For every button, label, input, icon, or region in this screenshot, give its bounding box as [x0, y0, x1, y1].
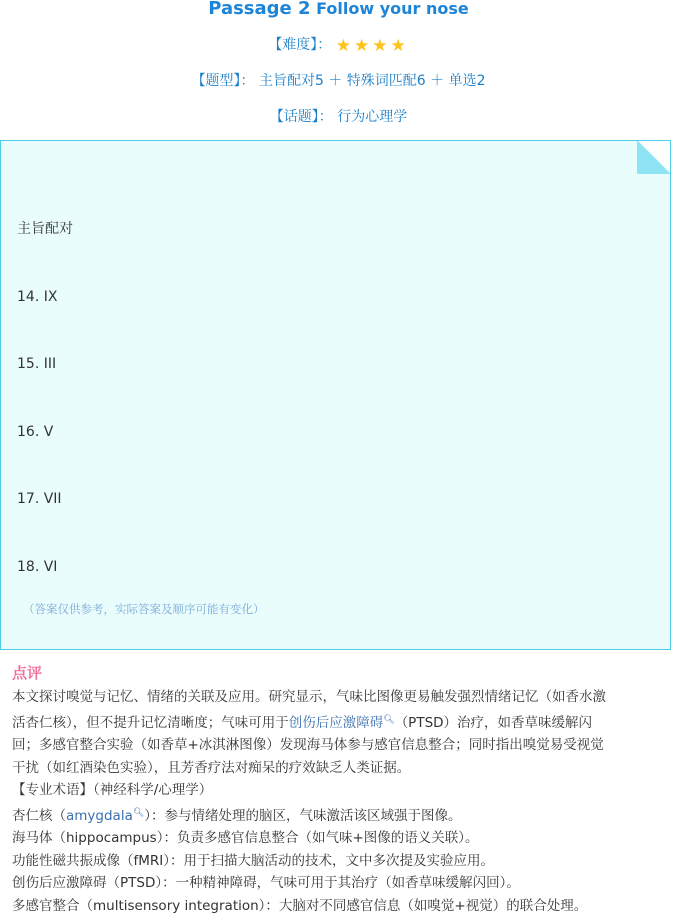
- answer-item: 14. IX: [17, 288, 58, 305]
- answer-card: [0, 140, 671, 650]
- review-title: 点评: [12, 664, 43, 682]
- answer-note: （答案仅供参考，实际答案及顺序可能有变化）: [23, 602, 265, 616]
- search-icon[interactable]: 🔍︎: [132, 807, 145, 818]
- type-label: 【题型】：: [191, 73, 255, 89]
- amygdala-link[interactable]: amygdala: [66, 807, 133, 824]
- page-fold-corner: [637, 140, 671, 174]
- difficulty-label: 【难度】：: [268, 37, 332, 53]
- star-icon: ★: [372, 36, 388, 56]
- answer-item: 15. III: [17, 356, 57, 372]
- term-multisensory: 多感官整合（multisensory integration）：大脑对不同感官信息（如嗅觉+视觉）的联合处理。: [12, 897, 588, 914]
- search-icon[interactable]: 🔍︎: [383, 714, 395, 725]
- topic-label: 【话题】：: [269, 109, 333, 125]
- difficulty-stars: [336, 37, 409, 56]
- star-icon: ★: [390, 36, 406, 56]
- star-icon: ★: [335, 36, 351, 56]
- topic-value: 行为心理学: [337, 109, 408, 125]
- term-ptsd: 创伤后应激障碍（PTSD）：一种精神障碍，气味可用于其治疗（如香草味缓解闪回）。: [12, 875, 520, 891]
- topic-row: [0, 108, 677, 126]
- answer-item: 17. VII: [17, 491, 62, 507]
- section-main-idea-title: 主旨配对: [17, 221, 73, 237]
- passage-label: Passage 2: [208, 0, 311, 19]
- review-paragraph-line: 干扰（如红酒染色实验），且芳香疗法对痴呆的疗效缺乏人类证据。: [12, 759, 411, 776]
- difficulty-row: [0, 36, 677, 56]
- passage-name: Follow your nose: [316, 0, 469, 18]
- term-hippocampus: 海马体（hippocampus）：负责多感官信息整合（如气味+图像的语义关联）。: [12, 830, 479, 846]
- answer-item: 18. VI: [17, 558, 58, 575]
- star-icon: ★: [353, 36, 370, 56]
- review-paragraph-line: 活杏仁核），但不提升记忆清晰度；气味可用于创伤后应激障碍🔍︎（PTSD）治疗，如香草味缓解闪: [12, 714, 593, 731]
- term-fmri: 功能性磁共振成像（fMRI）：用于扫描大脑活动的技术，文中多次提及实验应用。: [12, 852, 495, 869]
- passage-title: [0, 0, 677, 18]
- type-row: [0, 72, 677, 90]
- terms-heading: 【专业术语】（神经科学/心理学）: [12, 782, 213, 798]
- answer-list: [17, 173, 87, 650]
- ptsd-link[interactable]: 创伤后应激障碍: [288, 714, 384, 731]
- term-amygdala: 杏仁核（amygdala🔍︎）：参与情绪处理的脑区，气味激活该区域强于图像。: [12, 807, 462, 824]
- answer-item: 16. V: [17, 423, 54, 440]
- type-value: 主旨配对5 ＋ 特殊词匹配6 ＋ 单选2: [258, 73, 486, 89]
- review-paragraph-line: 回；多感官整合实验（如香草+冰淇淋图像）发现海马体参与感官信息整合；同时指出嗅觉易受视觉: [12, 737, 604, 753]
- review-paragraph-line: 本文探讨嗅觉与记忆、情绪的关联及应用。研究显示，气味比图像更易触发强烈情绪记忆（如香水激: [12, 689, 606, 705]
- review-body: [12, 686, 662, 917]
